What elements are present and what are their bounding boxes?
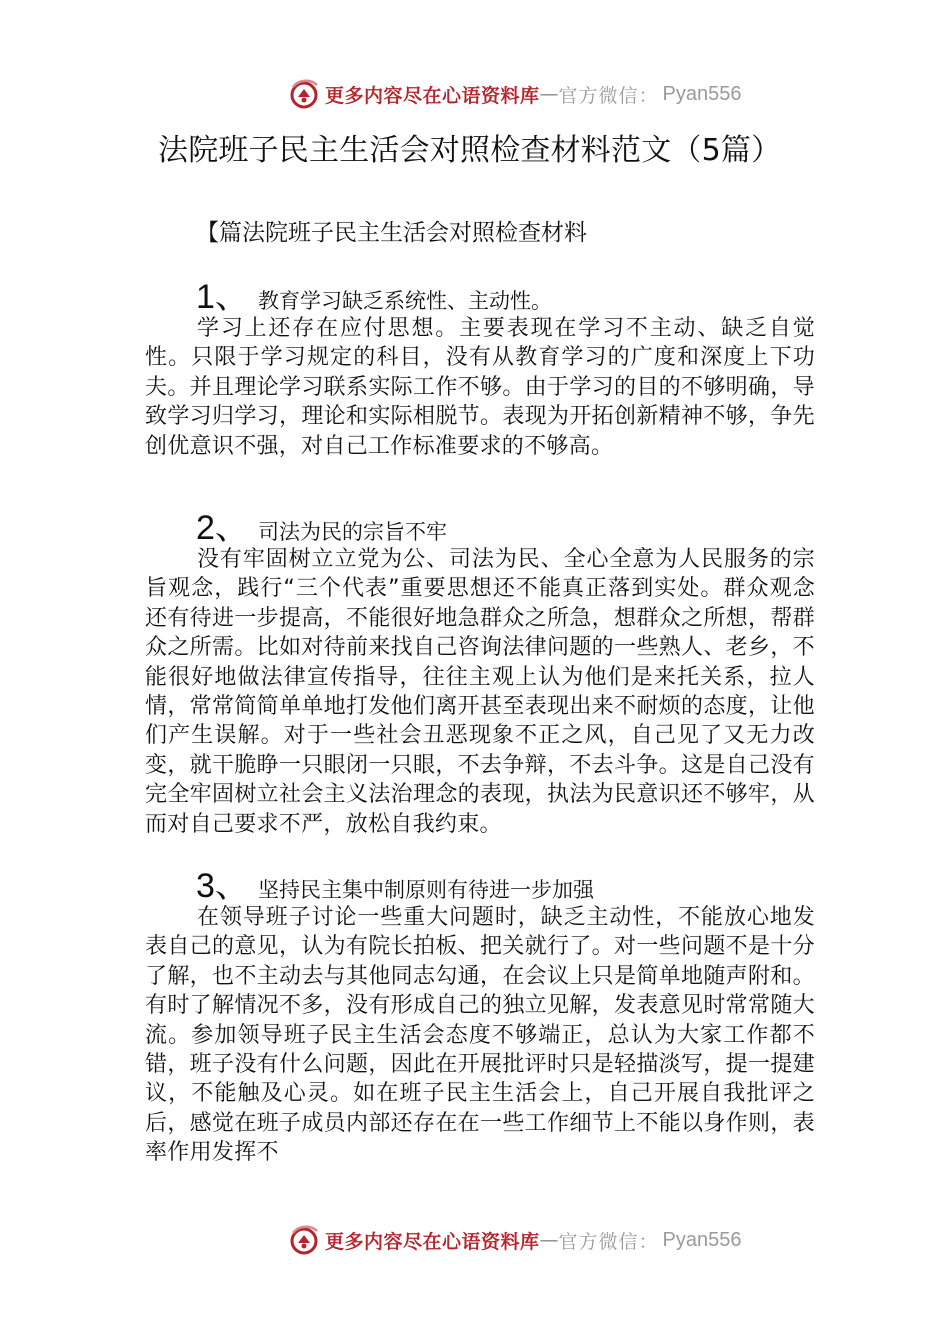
document-title: 法院班子民主生活会对照检查材料范文（5篇）: [158, 133, 782, 168]
section-heading: [196, 269, 552, 316]
logo-icon: [287, 77, 321, 111]
banner-wechat-label: 官方微信：: [558, 84, 659, 107]
section-number: 3、: [196, 867, 249, 905]
section-body: 学习上还存在应付思想。主要表现在学习不主动、缺乏自觉性。只限于学习规定的科目，没有从教育学习的广度和深度上下功夫。并且理论学习联系实际工作不够。由于学习的目的不够明确，导致学习归学习，理论和实际相脱节。表现为开拓创新精神不够，争先创优意识不强，对自己工作标准要求的不够高。: [145, 316, 815, 459]
section-number: 2、: [196, 509, 249, 547]
top-banner: [287, 76, 742, 112]
section-title: 司法为民的宗旨不牢: [258, 520, 447, 544]
section-title: 坚持民主集中制原则有待进一步加强: [258, 878, 594, 902]
banner-dash: —: [539, 1229, 559, 1251]
section-heading: [196, 500, 447, 547]
banner-text: 更多内容尽在心语资料库: [325, 84, 540, 107]
section-heading: [196, 858, 594, 905]
banner-wechat-id: Pyan556: [662, 1228, 742, 1251]
banner-wechat-label: 官方微信：: [558, 1230, 659, 1253]
section-body: 没有牢固树立立党为公、司法为民、全心全意为人民服务的宗旨观念，践行“三个代表”重要思想还不能真正落到实处。群众观念还有待进一步提高，不能很好地急群众之所急，想群众之所想，帮群众之所需。比如对待前来找自己咨询法律问题的一些熟人、老乡，不能很好地做法律宣传指导，往往主观上认为他们是来托关系，拉人情，常常简简单单地打发他们离开甚至表现出来不耐烦的态度，让他们产生误解。对于一些社会丑恶现象不正之风，自己见了又无力改变，就干脆睁一只眼闭一只眼，不去争辩，不去斗争。这是自己没有完全牢固树立社会主义法治理念的表现，执法为民意识还不够牢，从而对自己要求不严，放松自我约束。: [145, 547, 815, 837]
logo-icon: [287, 1223, 321, 1257]
banner-text: 更多内容尽在心语资料库: [325, 1230, 540, 1253]
section-title: 教育学习缺乏系统性、主动性。: [258, 289, 552, 313]
document-subtitle: 【篇法院班子民主生活会对照检查材料: [196, 220, 587, 246]
bottom-banner: [287, 1222, 742, 1258]
banner-dash: —: [539, 83, 559, 105]
section-number: 1、: [196, 278, 249, 316]
banner-wechat-id: Pyan556: [662, 82, 742, 105]
section-body: 在领导班子讨论一些重大问题时，缺乏主动性，不能放心地发表自己的意见，认为有院长拍板、把关就行了。对一些问题不是十分了解，也不主动去与其他同志勾通，在会议上只是简单地随声附和。有时了解情况不多，没有形成自己的独立见解，发表意见时常常随大流。参加领导班子民主生活会态度不够端正，总认为大家工作都不错，班子没有什么问题，因此在开展批评时只是轻描淡写，提一提建议，不能触及心灵。如在班子民主生活会上，自己开展自我批评之后，感觉在班子成员内部还存在在一些工作细节上不能以身作则，表率作用发挥不: [145, 905, 815, 1166]
